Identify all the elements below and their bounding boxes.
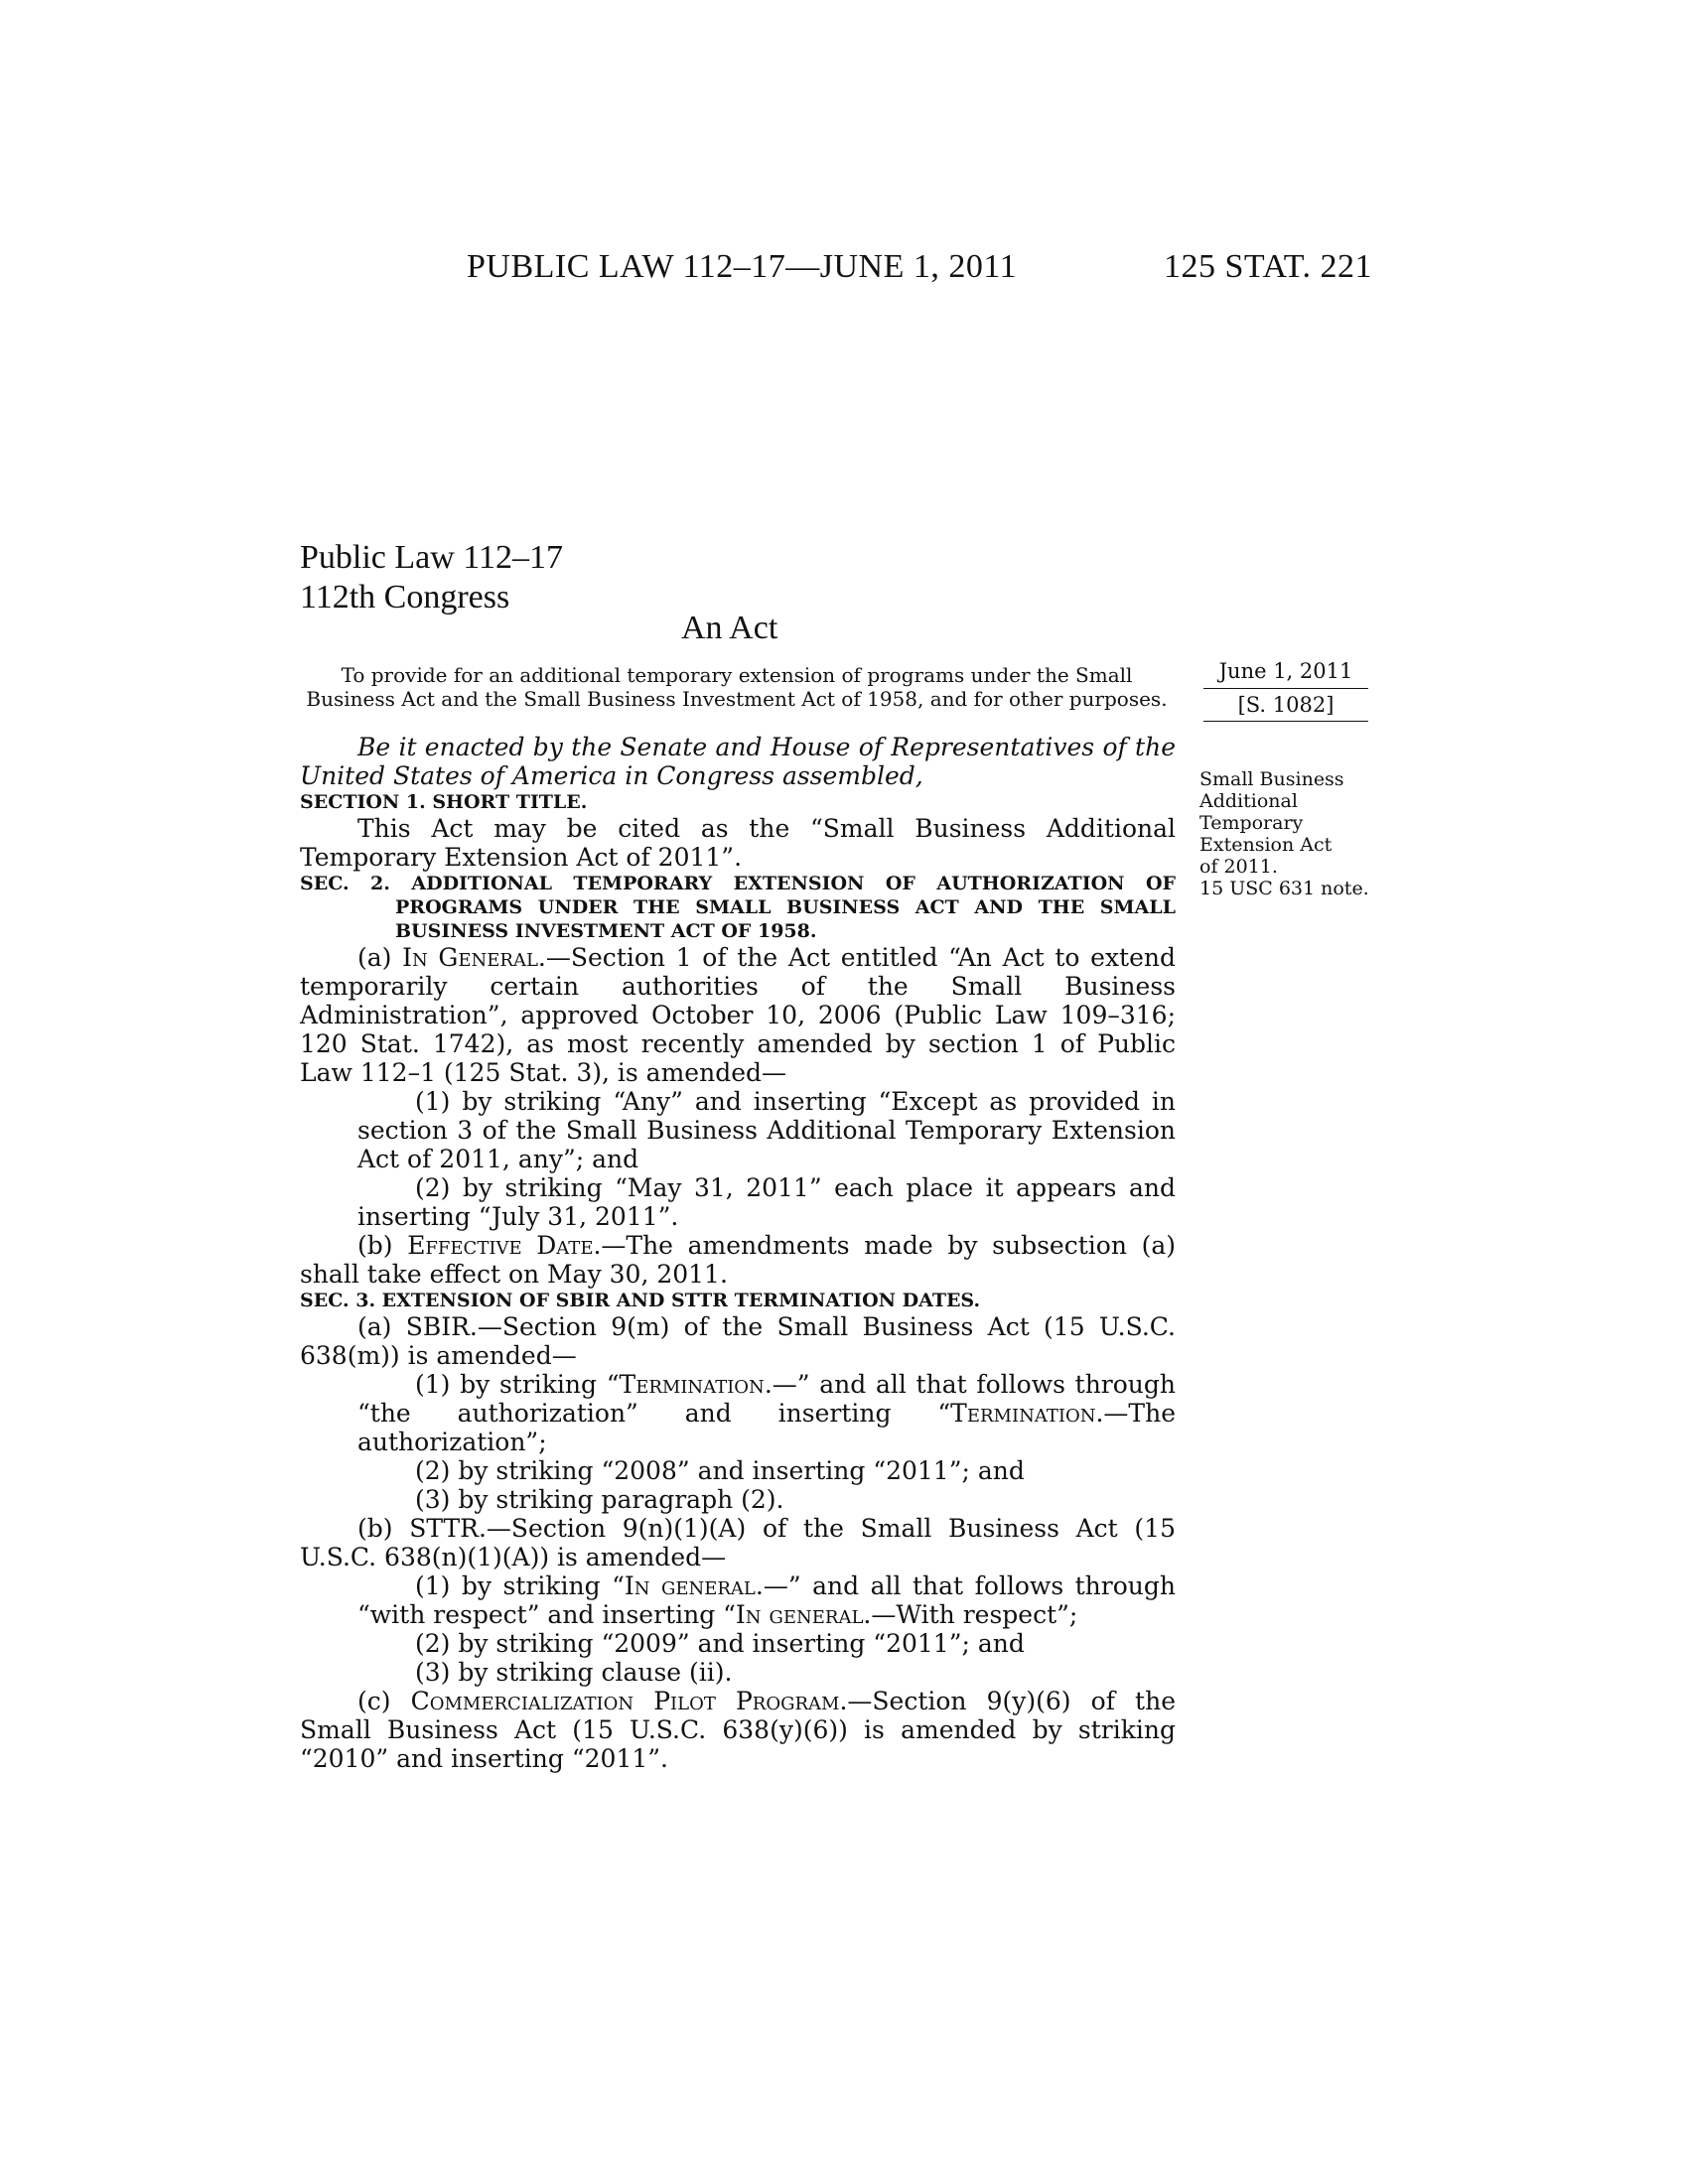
small-caps-run: Termination (619, 1370, 765, 1399)
section-3-a-paragraph-2: (2) by striking “2008” and inserting “2011”; and (415, 1456, 1025, 1485)
small-caps-run: Termination (950, 1399, 1096, 1428)
section-3-a-paragraph-1 (300, 1370, 1176, 1456)
act-title: An Act (681, 610, 778, 646)
enacting-clause: Be it enacted by the Senate and House of Representatives of the United States of America in Congress assembled, (300, 733, 1176, 790)
margin-note-line: of 2011. (1199, 856, 1278, 878)
act-purpose: To provide for an additional temporary extension of programs under the Small Business Act and the Small Business Investment Act of 1958, and for other purposes. (306, 663, 1168, 711)
subsection-text: —The amendments made by subsection (a) shall take effect on May 30, 2011. (300, 1231, 1176, 1289)
text-run: .—” and all that follows through “the authorization” and inserting “ (357, 1370, 1176, 1428)
section-3-subsection-c (300, 1687, 1176, 1773)
margin-note-line: 15 USC 631 note. (1199, 878, 1369, 899)
section-1-heading: SECTION 1. SHORT TITLE. (300, 791, 588, 813)
margin-short-title-note (1199, 768, 1388, 899)
section-2-paragraph-2: (2) by striking “May 31, 2011” each place it appears and inserting “July 31, 2011”. (357, 1173, 1176, 1231)
margin-bill-number: [S. 1082] (1203, 689, 1368, 722)
margin-date-block (1203, 659, 1368, 722)
margin-note-line: Extension Act (1199, 834, 1333, 856)
section-3-b-paragraph-2: (2) by striking “2009” and inserting “2011”; and (415, 1629, 1025, 1658)
subsection-label: (a) (357, 943, 403, 972)
subsection-label: (c) (357, 1687, 411, 1715)
section-2-paragraph-1: (1) by striking “Any” and inserting “Except as provided in section 3 of the Small Business Additional Temporary Extension Act of 2011, any”; and (357, 1087, 1176, 1173)
text-run: .—The authorization”; (357, 1399, 1176, 1456)
margin-date: June 1, 2011 (1203, 659, 1368, 689)
small-caps-run: In general (735, 1600, 864, 1629)
law-number: Public Law 112–17 (300, 539, 564, 576)
subsection-text: —Section 9(y)(6) of the Small Business Act (15 U.S.C. 638(y)(6)) is amended by striking “2010” and inserting “2011”. (300, 1687, 1176, 1773)
law-identification (300, 538, 563, 617)
section-1-text: This Act may be cited as the “Small Business Additional Temporary Extension Act of 2011”. (300, 814, 1176, 872)
section-2-subsection-b (300, 1231, 1176, 1289)
subsection-caption: Commercialization Pilot Program. (410, 1687, 848, 1715)
text-run: .—” and all that follows through “with respect” and inserting “ (357, 1571, 1176, 1629)
section-3-b-paragraph-1 (300, 1571, 1176, 1629)
margin-note-line: Additional (1199, 790, 1298, 812)
text-run: (1) by striking “ (415, 1571, 625, 1600)
subsection-caption: Effective Date. (407, 1231, 602, 1260)
section-3-b-paragraph-3: (3) by striking clause (ii). (415, 1658, 733, 1687)
section-3-a-paragraph-3: (3) by striking paragraph (2). (415, 1485, 784, 1514)
congress-number: 112th Congress (300, 579, 510, 615)
section-3-heading: SEC. 3. EXTENSION OF SBIR AND STTR TERMINATION DATES. (300, 1290, 981, 1311)
header-stat-page: 125 STAT. 221 (1164, 248, 1372, 285)
section-3-subsection-a: (a) SBIR.—Section 9(m) of the Small Business Act (15 U.S.C. 638(m)) is amended— (300, 1312, 1176, 1370)
running-header (0, 248, 1688, 288)
small-caps-run: In general (624, 1571, 756, 1600)
header-title: PUBLIC LAW 112–17—JUNE 1, 2011 (467, 248, 1018, 285)
subsection-caption: In General. (402, 943, 546, 972)
section-3-subsection-b: (b) STTR.—Section 9(n)(1)(A) of the Small Business Act (15 U.S.C. 638(n)(1)(A)) is amended— (300, 1514, 1176, 1571)
subsection-label: (b) (357, 1231, 408, 1260)
margin-note-line: Temporary (1199, 812, 1304, 834)
section-2-subsection-a (300, 943, 1176, 1087)
subsection-text: —Section 1 of the Act entitled “An Act to extend temporarily certain authorities of the Small Business Administration”, approved October 10, 2006 (Public Law 109–316; 120 Stat. 1742), as most recently amended by section 1 of Public Law 112–1 (125 Stat. 3), is amended— (300, 943, 1177, 1087)
text-run: .—With respect”; (863, 1600, 1078, 1629)
text-run: (1) by striking “ (415, 1370, 620, 1399)
margin-note-line: Small Business (1199, 768, 1344, 790)
law-body (300, 733, 1176, 1773)
section-2-heading: SEC. 2. ADDITIONAL TEMPORARY EXTENSION OF AUTHORIZATION OF PROGRAMS UNDER THE SMALL BUSINESS ACT AND THE SMALL BUSINESS INVESTMENT ACT OF 1958. (300, 873, 1176, 942)
